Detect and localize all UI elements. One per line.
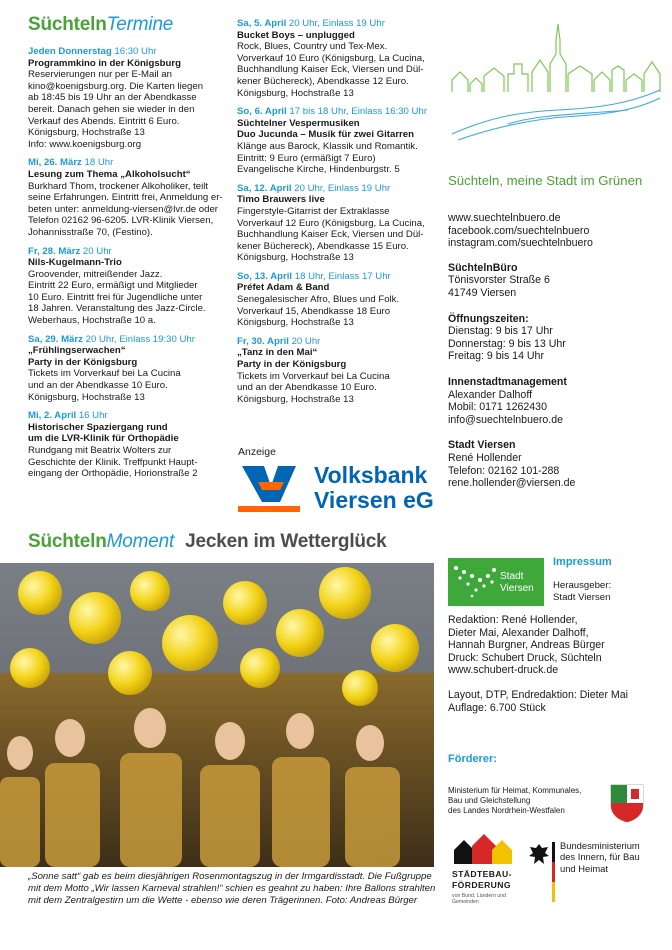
nrw-crest-icon (609, 783, 645, 823)
web-links (448, 212, 663, 250)
redaktion-link[interactable]: www.schubert-druck.de (448, 664, 559, 677)
event-description: Groovender, mitreißender Jazz. Eintritt 22 Euro, ermäßigt und Mitglieder 10 Euro. Eintritt frei für Jugendliche unter 18 Jahren. Veranstaltung des Jazz-Circle. Weberhaus, Hochstraße 10 a. (28, 268, 206, 327)
event-date-time: 18 Uhr (81, 157, 114, 169)
event-date (28, 334, 228, 346)
event-description: Rundgang mit Beatrix Wolters zur Geschichte der Klinik. Treffpunkt Haupt- eingang der Orthopädie, Horionstraße 2 (28, 445, 198, 480)
event-date-time: 17 bis 18 Uhr, Einlass 16:30 Uhr (286, 106, 428, 118)
event-description: Klänge aus Barock, Klassik und Romantik. Eintritt: 9 Euro (ermäßigt 7 Euro) Evangelische Kirche, Hindenburgstr. 5 (237, 140, 418, 176)
event-date (28, 157, 228, 169)
event-title: Süchtelner Vespermusiken Duo Jucunda – Musik für zwei Gitarren (237, 117, 414, 141)
redaktion-block (448, 614, 663, 714)
info-column (448, 212, 663, 490)
event-date-time: 16 Uhr (76, 410, 108, 422)
termine-header-a: Süchteln (28, 14, 107, 35)
houses-icon (452, 832, 512, 864)
foerderer-title: Förderer: (448, 753, 497, 765)
event-item (237, 336, 437, 406)
dots-icon (452, 562, 498, 602)
bmi-text (560, 840, 640, 874)
event-item (28, 410, 228, 480)
staedtebau-sub: von Bund, Ländern und (452, 893, 506, 899)
anzeige-label: Anzeige (238, 446, 276, 458)
termine-header (28, 14, 173, 36)
event-date-day: Jeden Donnerstag (28, 46, 112, 57)
city-title: Stadt Viersen (448, 439, 516, 452)
federal-eagle-icon (528, 842, 550, 868)
event-date-time: 18 Uhr, Einlass 17 Uhr (292, 270, 391, 282)
ministerium-line: Bau und Gleichstellung (448, 796, 531, 805)
event-description: Burkhard Thom, trockener Alkoholiker, teilt seine Erfahrungen. Eintritt frei, Anmeldung er- beten unter: anmeldung-viersen@lvr.de oder Telefon 02162 96-6205. LVR-Klinik Viersen, Johannisstraße 70, (Festino). (28, 180, 223, 238)
event-item (237, 106, 437, 176)
mgmt-line: Alexander Dalhoff (448, 388, 533, 401)
event-date (237, 336, 437, 348)
redaktion-line: Hannah Burgner, Andreas Bürger (448, 639, 605, 652)
event-date (28, 410, 228, 422)
buero-title: SüchtelnBüro (448, 261, 518, 274)
slogan: Süchteln, meine Stadt im Grünen (448, 173, 643, 188)
event-date-day: Sa, 12. April (237, 182, 292, 194)
city-phone[interactable]: Telefon: 02162 101-288 (448, 464, 560, 477)
hours-line: Dienstag: 9 bis 17 Uhr (448, 325, 553, 338)
event-description: Reservierungen nur per E-Mail an kino@koenigsburg.org. Die Karten liegen ab 18:45 bis 19 Uhr an der Abendkasse bereit. Danach gehen sie wieder in den Verkauf des Abends. Eintritt 6 Euro. Königsburg, Hochstraße 13 Info: www.koenigsburg.org (28, 69, 204, 150)
event-date-day: Fr, 30. April (237, 335, 289, 347)
event-date-time: 20 Uhr (80, 245, 112, 257)
event-date (28, 46, 228, 58)
event-date-time: 20 Uhr (288, 335, 321, 347)
redaktion-line: Druck: Schubert Druck, Süchteln (448, 651, 602, 664)
photo-caption: „Sonne satt“ gab es beim diesjährigen Rosenmontagszug in der Irmgardisstadt. Die Fußgruppe mit dem Motto „Wir lassen Karneval strahlen!“ schien es geahnt zu haben: Ihre Ballons strahlten mit dem Zentralgestirn um die Wette - ebenso wie deren Trägerinnen. Foto: Andreas Bürger (28, 871, 436, 906)
mgmt-title: Innenstadtmanagement (448, 375, 567, 388)
buero-line: 41749 Viersen (448, 286, 517, 299)
event-date (237, 271, 437, 283)
event-date (237, 183, 437, 195)
event-description: Tickets im Vorverkauf bei La Cucina und an der Abendkasse 10 Euro. Königsburg, Hochstraße 13 (28, 368, 181, 403)
event-title: Lesung zum Thema „Alkoholsucht“ (28, 168, 191, 180)
event-date-day: Sa, 5. April (237, 18, 287, 29)
city-line: René Hollender (448, 451, 522, 464)
event-description: Fingerstyle-Gitarrist der Extraklasse Vorverkauf 12 Euro (Königsburg, La Cucina, Buchhandlung Kaiser Eck, Viersen und Dül- kener Büchereck), Abendkasse 15 Euro. Königsburg, Hochstraße 13 (237, 205, 425, 264)
redaktion-line: Dieter Mai, Alexander Dalhoff, (448, 626, 589, 639)
event-date-time: 20 Uhr, Einlass 19 Uhr (291, 182, 391, 194)
ministerium-line: Ministerium für Heimat, Kommunales, (448, 786, 582, 795)
event-description: Rock, Blues, Country und Tex-Mex. Vorverkauf 10 Euro (Königsburg, La Cucina, Buchhandlung Kaiser Eck, Viersen und Dül- kener Büchereck), Abendkasse 12 Euro. Königsburg, Hochstraße 13 (237, 41, 425, 99)
link-facebook[interactable]: facebook.com/suechtelnbuero (448, 224, 590, 237)
volksbank-name-2: Viersen eG (314, 487, 434, 513)
event-title: „Tanz in den Mai“ Party in der Königsburg (237, 347, 347, 371)
event-item (237, 18, 437, 99)
hours-line: Donnerstag: 9 bis 13 Uhr (448, 337, 566, 350)
moment-header-a: Süchteln (28, 531, 107, 552)
logo-viersen: Viersen (500, 583, 534, 594)
event-date (237, 18, 437, 30)
event-date-time: 20 Uhr, Einlass 19:30 Uhr (82, 333, 195, 345)
staedtebau-line: STÄDTEBAU- (452, 869, 512, 879)
event-date (28, 246, 228, 258)
redaktion-line: Redaktion: René Hollender, (448, 614, 578, 626)
event-description: Senegalesischer Afro, Blues und Folk. Vorverkauf 15, Abendkasse 18 Euro Königsburg, Hochstraße 13 (237, 294, 400, 329)
events-middle-column (237, 18, 437, 412)
event-title: Bucket Boys – unplugged (237, 29, 355, 41)
layout-line: Layout, DTP, Endredaktion: Dieter Mai (448, 688, 628, 701)
bmi-logo (526, 840, 666, 910)
hours-line: Freitag: 9 bis 14 Uhr (448, 350, 544, 363)
event-item (28, 157, 228, 238)
volksbank-ad[interactable] (238, 462, 438, 514)
staedtebau-line: FÖRDERUNG (452, 880, 511, 890)
event-title: „Frühlingserwachen“ Party in der Königsburg (28, 345, 138, 368)
event-date-time: 16:30 Uhr (111, 46, 157, 57)
event-title: Historischer Spaziergang rund um die LVR-Klinik für Orthopädie (28, 421, 179, 445)
carnival-photo (0, 563, 434, 867)
staedtebau-logo (448, 832, 518, 912)
moment-header (28, 531, 387, 553)
link-instagram[interactable]: instagram.com/suechtelnbuero (448, 237, 593, 250)
volksbank-logo-icon (238, 462, 300, 514)
event-date-day: So, 13. April (237, 270, 293, 282)
auflage-line: Auflage: 6.700 Stück (448, 701, 546, 714)
impressum-title: Impressum (553, 556, 612, 568)
event-item (237, 183, 437, 264)
stadt-viersen-logo (448, 558, 544, 606)
link-website[interactable]: www.suechtelnbuero.de (448, 212, 561, 224)
event-description: Tickets im Vorverkauf bei La Cucina und an der Abendkasse 10 Euro. Königsburg, Hochstraße 13 (237, 370, 390, 405)
hours-title: Öffnungszeiten: (448, 312, 529, 325)
event-title: Timo Brauwers live (237, 194, 325, 206)
buero-line: Tönisvorster Straße 6 (448, 274, 550, 287)
herausgeber-label: Herausgeber: (553, 580, 612, 591)
bmi-flag (552, 842, 555, 902)
event-item (28, 246, 228, 327)
event-title: Programmkino in der Königsburg (28, 57, 181, 69)
event-date-day: Fr, 28. März (28, 245, 81, 257)
moment-header-b: Moment (106, 531, 175, 552)
logo-stadt: Stadt (500, 571, 524, 582)
city-email[interactable]: rene.hollender@viersen.de (448, 477, 576, 490)
bmi-line: des Innern, für Bau (560, 851, 640, 863)
event-date-day: Mi, 26. März (28, 157, 82, 169)
event-item (28, 46, 228, 150)
event-date-day: So, 6. April (237, 106, 287, 118)
termine-header-b: Termine (106, 14, 174, 35)
event-date (237, 106, 437, 118)
ministerium-text (448, 786, 581, 816)
events-left-column (28, 46, 228, 487)
moment-header-c: Jecken im Wetterglück (185, 531, 387, 552)
ministerium-line: des Landes Nordrhein-Westfalen (448, 806, 565, 815)
staedtebau-sub: Gemeinden (452, 899, 479, 905)
mgmt-email[interactable]: info@suechtelnbuero.de (448, 413, 564, 426)
bmi-line: Bundesministerium (560, 840, 640, 851)
event-item (237, 271, 437, 329)
mgmt-phone[interactable]: Mobil: 0171 1262430 (448, 401, 547, 414)
event-date-day: Mi, 2. April (28, 410, 77, 422)
volksbank-name-1: Volksbank (314, 462, 428, 488)
suechteln-skyline-illustration (448, 14, 664, 144)
event-title: Préfet Adam & Band (237, 282, 330, 294)
herausgeber (553, 580, 611, 603)
bmi-line: und Heimat (560, 862, 608, 874)
event-item (28, 334, 228, 404)
event-date-day: Sa, 29. März (28, 333, 83, 345)
event-date-time: 20 Uhr, Einlass 19 Uhr (286, 18, 385, 29)
herausgeber-value: Stadt Viersen (553, 591, 611, 603)
event-title: Nils-Kugelmann-Trio (28, 257, 122, 269)
